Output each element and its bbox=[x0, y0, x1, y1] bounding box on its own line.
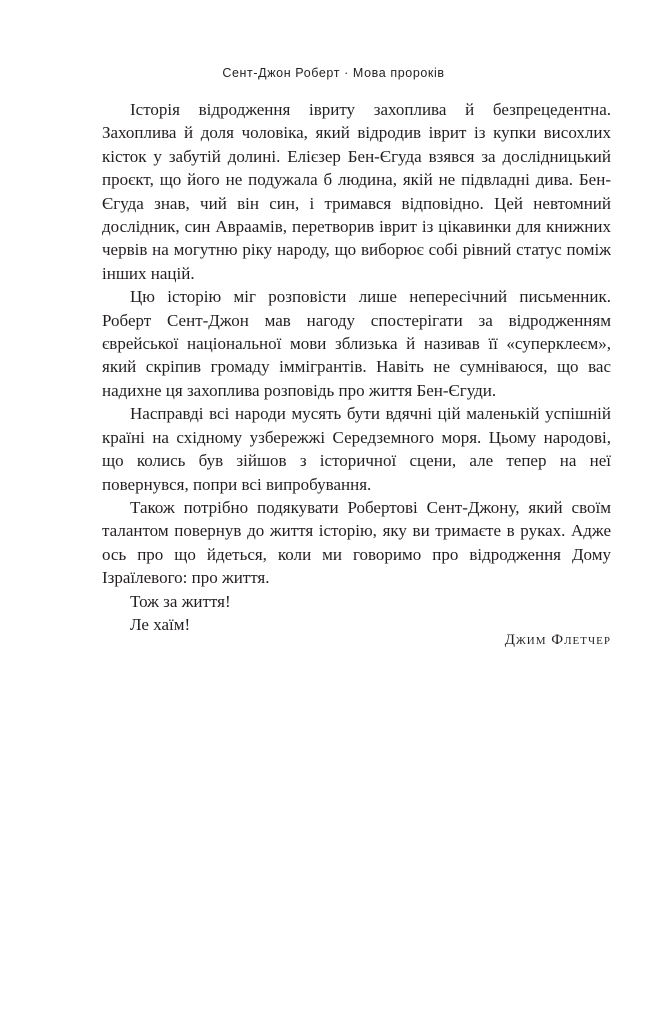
body-text bbox=[102, 98, 611, 636]
paragraph-4: Також потрібно подякувати Робертові Сент-Джону, який своїм талантом повернув до життя історію, яку ви тримаєте в руках. Адже ось про що йдеться, коли ми говоримо про відродження Дому Ізраїлевого: про життя. bbox=[102, 497, 611, 588]
paragraph-2: Цю історію міг розповісти лише непересічний письменник. Роберт Сент-Джон мав нагоду спостерігати за відродженням єврейської національної мови зблизька й називав її «суперклеєм», який скріпив громаду іммігрантів. Навіть не сумніваюся, що вас надихне ця захоплива розповідь про життя Бен-Єгуди. bbox=[102, 287, 611, 400]
paragraph-6: Ле хаїм! bbox=[130, 614, 191, 634]
paragraph-5: Тож за життя! bbox=[130, 591, 231, 611]
paragraph-1: Історія відродження івриту захоплива й безпрецедентна. Захоплива й доля чоловіка, який відродив іврит із купки висохлих кісток у забутій долині. Елієзер Бен-Єгуда взявся за дослідницький проєкт, що його не подужала б людина, якій не підвладні дива. Бен-Єгуда знав, чий він син, і тримався відповідно. Цей невтомний дослідник, син Авраамів, перетворив іврит із цікавинки для книжних червів на могутню ріку народу, що виборює собі рівний статус поміж інших націй. bbox=[102, 100, 611, 283]
running-header: Сент-Джон Роберт · Мова пророків bbox=[222, 66, 445, 80]
paragraph-3: Насправді всі народи мусять бути вдячні цій маленькій успішній країні на східному узбережжі Середземного моря. Цьому народові, що колись був зійшов з історичної сцени, але тепер на неї повернувся, попри всі випробування. bbox=[102, 404, 611, 494]
author-signature: Джим Флетчер bbox=[504, 632, 611, 648]
